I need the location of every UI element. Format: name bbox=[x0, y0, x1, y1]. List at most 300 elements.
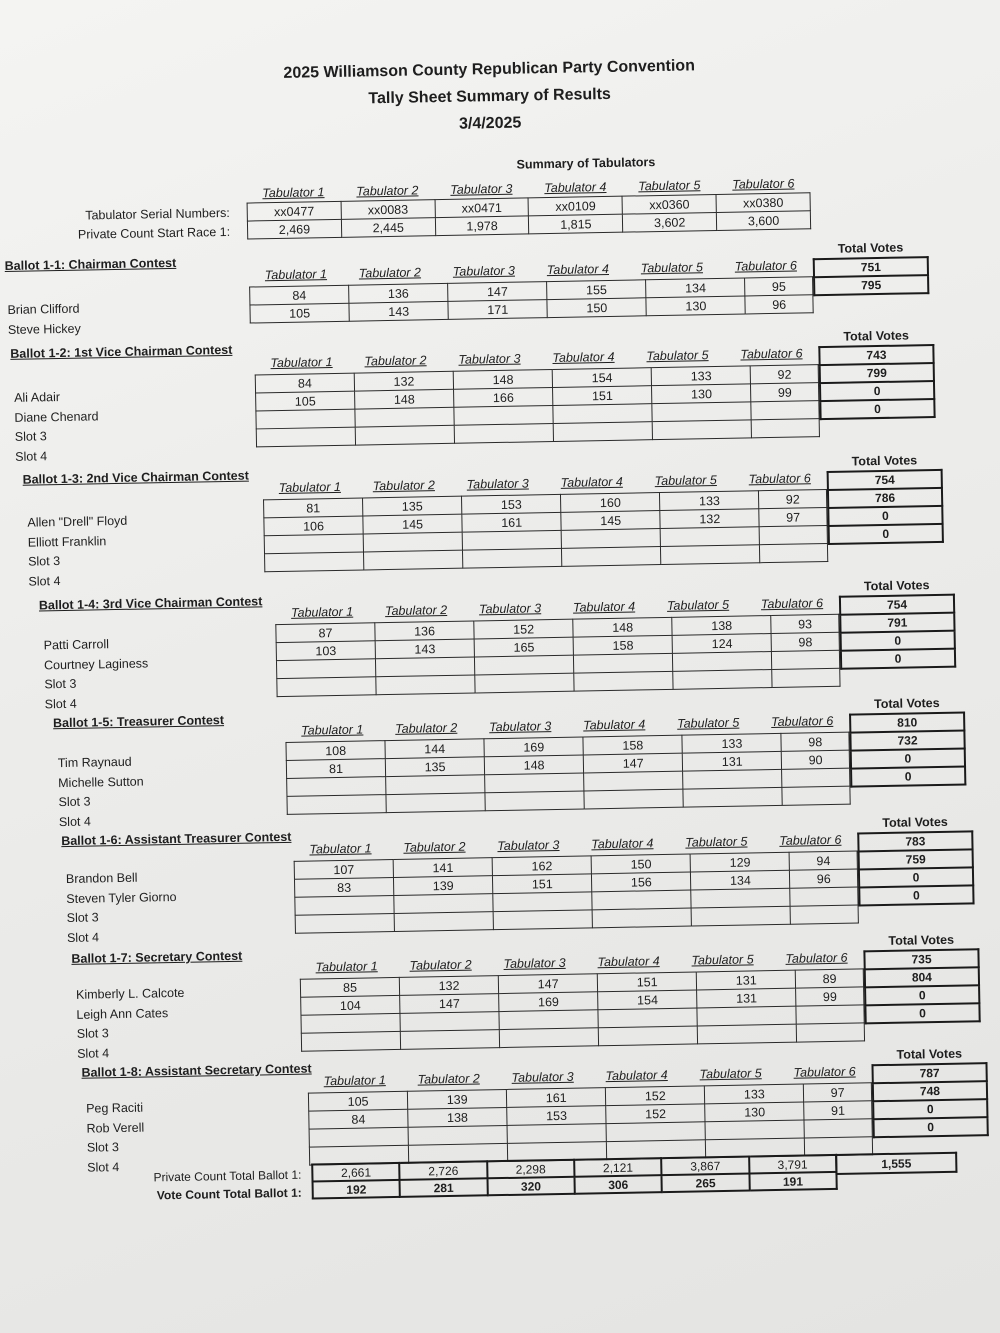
vote-cell bbox=[796, 1005, 864, 1024]
vote-cell: 136 bbox=[349, 283, 448, 303]
tabulator-header: Tabulator 4 bbox=[546, 261, 610, 278]
vote-cell bbox=[277, 677, 376, 697]
total-votes-header: Total Votes bbox=[888, 932, 955, 948]
vote-cell bbox=[265, 552, 364, 572]
vote-cell bbox=[759, 525, 827, 544]
total-votes-row bbox=[873, 1117, 987, 1137]
serial-cell: xx0109 bbox=[529, 196, 623, 216]
total-votes-row bbox=[865, 1003, 979, 1023]
total-votes-row bbox=[851, 748, 965, 768]
candidate-name: Slot 3 bbox=[44, 676, 77, 692]
grand-total-table bbox=[835, 1152, 957, 1175]
vote-cell: 95 bbox=[745, 277, 813, 296]
vote-cell bbox=[287, 795, 386, 815]
tabulator-header: Tabulator 4 bbox=[597, 954, 660, 970]
total-votes-row bbox=[859, 849, 973, 869]
candidate-name: Steve Hickey bbox=[7, 321, 81, 337]
candidate-name: Tim Raynaud bbox=[57, 754, 132, 771]
vote-cell: 169 bbox=[484, 737, 583, 757]
total-votes-row bbox=[859, 885, 973, 905]
tabulator-header: Tabulator 3 bbox=[503, 955, 566, 971]
vote-cell bbox=[772, 650, 840, 669]
vote-cell: 145 bbox=[363, 514, 462, 534]
vote-cell bbox=[697, 1006, 796, 1026]
vote-cell bbox=[592, 908, 691, 928]
vote-cell bbox=[256, 427, 355, 447]
total-votes-header: Total Votes bbox=[863, 578, 930, 594]
vote-cell: 171 bbox=[448, 300, 547, 320]
tabulator-header: Tabulator 2 bbox=[356, 183, 419, 199]
candidate-name: Slot 4 bbox=[77, 1045, 110, 1061]
tabulator-header: Tabulator 1 bbox=[315, 959, 378, 975]
vote-cell bbox=[592, 890, 691, 910]
vote-cell: 161 bbox=[462, 512, 561, 532]
vote-cell: 84 bbox=[309, 1109, 408, 1129]
tabulator-header: Tabulator 5 bbox=[654, 472, 717, 489]
tabulator-header: Tabulator 1 bbox=[270, 355, 333, 371]
vote-cell: 107 bbox=[294, 859, 393, 879]
vote-cell: 156 bbox=[592, 872, 691, 892]
vote-cell bbox=[660, 527, 759, 547]
total-votes-row bbox=[828, 488, 942, 508]
vote-cell bbox=[376, 675, 475, 695]
contest-title: Ballot 1-1: Chairman Contest bbox=[4, 255, 177, 274]
summary-table bbox=[247, 192, 812, 239]
contest-table bbox=[255, 364, 820, 447]
vote-cell: 136 bbox=[375, 621, 474, 641]
total-votes-cell: 795 bbox=[814, 275, 928, 295]
vote-cell bbox=[355, 425, 454, 445]
vote-cell bbox=[606, 1122, 705, 1142]
total-votes-row bbox=[820, 363, 934, 383]
vote-cell: 133 bbox=[682, 733, 781, 753]
vote-cell bbox=[364, 550, 463, 570]
tabulator-header: Tabulator 2 bbox=[384, 602, 448, 619]
total-votes-cell: 759 bbox=[859, 849, 973, 869]
vote-cell bbox=[493, 910, 592, 930]
tabulator-header: Tabulator 2 bbox=[403, 839, 466, 855]
vote-cell bbox=[772, 668, 840, 687]
total-votes-row bbox=[872, 1063, 986, 1083]
vote-cell: 166 bbox=[454, 387, 553, 407]
vote-cell: 133 bbox=[705, 1084, 804, 1104]
vote-cell: 148 bbox=[453, 369, 552, 389]
contest-table bbox=[308, 1082, 873, 1165]
tabulator-header: Tabulator 5 bbox=[640, 260, 704, 276]
vote-cell bbox=[376, 657, 475, 677]
contest-title: Ballot 1-2: 1st Vice Chairman Contest bbox=[10, 342, 233, 361]
tabulator-header: Tabulator 6 bbox=[771, 713, 834, 730]
private-count-cell: 3,600 bbox=[716, 211, 810, 231]
vote-cell bbox=[394, 894, 493, 914]
vote-cell bbox=[683, 787, 782, 807]
vote-cell: 124 bbox=[672, 634, 771, 654]
total-votes-cell: 754 bbox=[828, 470, 942, 490]
vote-cell bbox=[598, 1026, 697, 1046]
vote-cell bbox=[475, 673, 574, 693]
vote-cell: 158 bbox=[573, 635, 672, 655]
vote-cell: 133 bbox=[651, 366, 750, 386]
total-votes-cell: 0 bbox=[873, 1117, 987, 1137]
private-count-start-label: Private Count Start Race 1: bbox=[77, 224, 231, 242]
vote-cell: 99 bbox=[796, 987, 864, 1006]
vote-total-cell: 306 bbox=[574, 1175, 662, 1194]
total-votes-row bbox=[850, 713, 964, 733]
total-votes-header: Total Votes bbox=[873, 695, 940, 712]
tabulator-header: Tabulator 4 bbox=[544, 179, 607, 196]
tabulator-header: Tabulator 4 bbox=[560, 474, 623, 490]
total-votes-row bbox=[858, 831, 972, 851]
vote-cell: 89 bbox=[796, 969, 864, 988]
serial-cell: xx0477 bbox=[247, 201, 341, 221]
vote-cell: 84 bbox=[255, 373, 354, 393]
candidate-name: Brandon Bell bbox=[65, 870, 138, 886]
total-votes-cell: 0 bbox=[829, 524, 943, 544]
total-votes-table bbox=[827, 469, 944, 545]
total-votes-cell: 791 bbox=[840, 613, 954, 633]
vote-cell bbox=[462, 530, 561, 550]
vote-cell: 108 bbox=[286, 741, 385, 761]
total-votes-cell: 743 bbox=[819, 345, 933, 365]
tabulator-header: Tabulator 6 bbox=[732, 176, 795, 192]
vote-cell: 106 bbox=[264, 516, 363, 536]
total-votes-cell: 0 bbox=[851, 766, 965, 786]
total-votes-row bbox=[841, 631, 955, 651]
total-votes-cell: 0 bbox=[859, 885, 973, 905]
tabulator-header: Tabulator 4 bbox=[552, 349, 615, 365]
candidate-name: Allen "Drell" Floyd bbox=[27, 513, 128, 530]
total-votes-row bbox=[850, 731, 964, 751]
private-total-cell: 2,121 bbox=[574, 1158, 662, 1177]
vote-cell: 151 bbox=[493, 874, 592, 894]
private-total-cell: 3,867 bbox=[661, 1157, 749, 1176]
vote-cell: 151 bbox=[553, 386, 652, 406]
tabulator-header: Tabulator 2 bbox=[358, 265, 422, 281]
vote-cell: 105 bbox=[308, 1091, 407, 1111]
candidate-name: Slot 4 bbox=[44, 696, 77, 711]
vote-cell bbox=[683, 769, 782, 789]
tabulator-header: Tabulator 2 bbox=[409, 957, 472, 973]
serial-numbers-label: Tabulator Serial Numbers: bbox=[85, 205, 230, 223]
candidate-name: Peg Raciti bbox=[86, 1100, 144, 1116]
vote-cell bbox=[264, 534, 363, 554]
vote-cell bbox=[493, 892, 592, 912]
private-count-cell: 2,445 bbox=[341, 218, 435, 238]
tabulator-header: Tabulator 1 bbox=[262, 185, 325, 201]
vote-cell: 158 bbox=[583, 735, 682, 755]
total-votes-row bbox=[819, 345, 933, 365]
candidate-name: Slot 3 bbox=[76, 1026, 109, 1041]
total-votes-header: Total Votes bbox=[851, 453, 918, 469]
vote-cell: 103 bbox=[276, 641, 375, 661]
total-votes-cell: 754 bbox=[840, 595, 954, 615]
tabulator-header: Tabulator 3 bbox=[458, 351, 521, 367]
vote-cell: 154 bbox=[552, 368, 651, 388]
tabulator-header: Tabulator 3 bbox=[478, 601, 542, 617]
contest-table bbox=[294, 850, 859, 933]
vote-cell: 96 bbox=[790, 869, 858, 888]
tabulator-header: Tabulator 3 bbox=[497, 837, 560, 854]
total-votes-cell: 0 bbox=[820, 381, 934, 401]
candidate-name: Elliott Franklin bbox=[27, 533, 107, 550]
contest-title: Ballot 1-6: Assistant Treasurer Contest bbox=[61, 829, 292, 849]
vote-cell bbox=[499, 1028, 598, 1048]
vote-cell bbox=[652, 420, 751, 440]
tabulator-header: Tabulator 2 bbox=[364, 353, 427, 369]
document-date: 3/4/2025 bbox=[458, 114, 522, 133]
vote-cell: 138 bbox=[408, 1107, 507, 1127]
vote-total-cell: 191 bbox=[749, 1172, 837, 1191]
vote-cell: 152 bbox=[474, 619, 573, 639]
vote-cell: 143 bbox=[349, 301, 448, 321]
tabulator-header: Tabulator 3 bbox=[511, 1069, 574, 1085]
total-votes-header: Total Votes bbox=[896, 1046, 963, 1062]
candidate-name: Rob Verell bbox=[86, 1120, 145, 1136]
vote-cell bbox=[691, 906, 790, 926]
vote-cell bbox=[752, 419, 820, 438]
vote-total-cell: 281 bbox=[400, 1178, 488, 1197]
candidate-name: Michelle Sutton bbox=[58, 774, 144, 790]
private-count-cell: 1,815 bbox=[529, 214, 623, 234]
total-votes-row bbox=[865, 967, 979, 987]
vote-cell bbox=[485, 791, 584, 811]
vote-cell: 129 bbox=[690, 852, 789, 872]
vote-cell: 130 bbox=[646, 296, 745, 316]
contest-table bbox=[249, 276, 814, 323]
candidate-name: Slot 4 bbox=[58, 814, 91, 829]
total-votes-row bbox=[828, 506, 942, 526]
total-votes-cell: 799 bbox=[820, 363, 934, 383]
vote-cell bbox=[394, 912, 493, 932]
vote-cell bbox=[295, 895, 394, 915]
tabulator-header: Tabulator 1 bbox=[290, 604, 354, 620]
vote-cell: 98 bbox=[781, 732, 849, 751]
private-total-cell: 2,298 bbox=[487, 1160, 575, 1179]
candidate-name: Ali Adair bbox=[13, 390, 61, 405]
vote-cell bbox=[561, 529, 660, 549]
total-votes-table bbox=[839, 594, 956, 670]
document-title: 2025 Williamson County Republican Party Convention bbox=[283, 57, 696, 82]
vote-cell bbox=[584, 771, 683, 791]
vote-cell: 165 bbox=[474, 637, 573, 657]
vote-cell: 141 bbox=[393, 858, 492, 878]
candidate-name: Patti Carroll bbox=[43, 637, 110, 653]
private-total-cell: 3,791 bbox=[749, 1155, 837, 1174]
tabulator-header: Tabulator 2 bbox=[372, 478, 435, 494]
summary-title: Summary of Tabulators bbox=[516, 155, 656, 172]
vote-cell bbox=[661, 545, 760, 565]
tabulator-header: Tabulator 4 bbox=[605, 1067, 668, 1084]
contest-table bbox=[263, 489, 828, 572]
total-votes-row bbox=[864, 949, 978, 969]
vote-cell: 135 bbox=[363, 496, 462, 516]
vote-cell: 105 bbox=[250, 303, 349, 323]
total-votes-cell: 0 bbox=[828, 506, 942, 526]
candidate-name: Slot 3 bbox=[86, 1140, 119, 1155]
vote-cell: 131 bbox=[683, 751, 782, 771]
vote-cell bbox=[782, 768, 850, 787]
tabulator-header: Tabulator 1 bbox=[323, 1073, 386, 1089]
vote-cell: 143 bbox=[375, 639, 474, 659]
contest-table bbox=[285, 732, 850, 815]
tabulator-header: Tabulator 1 bbox=[264, 267, 328, 283]
candidate-name: Leigh Ann Cates bbox=[76, 1005, 169, 1022]
total-votes-header: Total Votes bbox=[882, 814, 948, 831]
candidate-name: Slot 3 bbox=[27, 554, 61, 569]
vote-total-cell: 320 bbox=[487, 1177, 575, 1196]
vote-cell bbox=[760, 543, 828, 562]
vote-cell bbox=[790, 905, 858, 924]
tabulator-header: Tabulator 6 bbox=[785, 950, 848, 966]
vote-cell bbox=[673, 652, 772, 672]
vote-cell bbox=[782, 786, 850, 805]
tabulator-header: Tabulator 1 bbox=[309, 841, 372, 857]
vote-cell: 153 bbox=[507, 1106, 606, 1126]
tabulator-header: Tabulator 3 bbox=[452, 263, 516, 279]
tabulator-header: Tabulator 5 bbox=[638, 178, 701, 194]
total-votes-cell: 783 bbox=[858, 831, 972, 851]
vote-cell bbox=[691, 888, 790, 908]
vote-cell: 131 bbox=[697, 988, 796, 1008]
vote-cell: 96 bbox=[745, 295, 813, 314]
vote-cell: 104 bbox=[301, 995, 400, 1015]
tabulator-header: Tabulator 5 bbox=[685, 834, 748, 850]
vote-cell bbox=[400, 1012, 499, 1032]
total-votes-row bbox=[820, 399, 934, 419]
vote-cell: 145 bbox=[561, 511, 660, 531]
vote-cell bbox=[553, 422, 652, 442]
tabulator-header: Tabulator 6 bbox=[740, 346, 803, 362]
vote-cell: 162 bbox=[492, 856, 591, 876]
serial-cell: xx0360 bbox=[622, 194, 716, 214]
vote-cell: 85 bbox=[300, 977, 399, 997]
tabulator-header: Tabulator 2 bbox=[417, 1071, 480, 1087]
private-total-cell: 2,726 bbox=[400, 1161, 488, 1180]
vote-cell: 94 bbox=[789, 851, 857, 870]
vote-cell bbox=[287, 777, 386, 797]
total-votes-cell: 0 bbox=[859, 867, 973, 887]
vote-cell: 134 bbox=[646, 278, 745, 298]
vote-cell: 169 bbox=[499, 992, 598, 1012]
vote-cell bbox=[652, 402, 751, 422]
candidate-name: Slot 4 bbox=[66, 929, 100, 945]
candidate-name: Brian Clifford bbox=[7, 301, 80, 317]
contest-title: Ballot 1-7: Secretary Contest bbox=[71, 948, 243, 966]
total-votes-cell: 0 bbox=[865, 985, 979, 1005]
vote-cell bbox=[797, 1023, 865, 1042]
grand-total-value: 1,555 bbox=[836, 1153, 956, 1174]
vote-cell: 154 bbox=[598, 990, 697, 1010]
contest-title: Ballot 1-5: Treasurer Contest bbox=[52, 713, 225, 731]
total-votes-cell: 0 bbox=[841, 631, 955, 651]
vote-cell bbox=[309, 1127, 408, 1147]
vote-cell bbox=[386, 775, 485, 795]
private-count-total-label: Private Count Total Ballot 1: bbox=[153, 1167, 302, 1185]
document-header bbox=[0, 47, 990, 146]
vote-cell bbox=[475, 655, 574, 675]
total-votes-row bbox=[873, 1081, 987, 1101]
vote-cell: 132 bbox=[399, 976, 498, 996]
tabulator-header: Tabulator 2 bbox=[395, 720, 458, 736]
tabulator-header: Tabulator 4 bbox=[583, 717, 646, 733]
total-votes-row bbox=[859, 867, 973, 887]
vote-cell: 139 bbox=[394, 876, 493, 896]
vote-cell: 83 bbox=[294, 877, 393, 897]
vote-cell: 150 bbox=[547, 298, 646, 318]
vote-cell bbox=[499, 1010, 598, 1030]
vote-cell: 97 bbox=[759, 507, 827, 526]
candidate-name: Kimberly L. Calcote bbox=[75, 985, 185, 1002]
vote-cell: 93 bbox=[771, 614, 839, 633]
vote-cell: 161 bbox=[507, 1088, 606, 1108]
tabulator-header: Tabulator 4 bbox=[572, 599, 636, 615]
candidate-name: Diane Chenard bbox=[14, 408, 99, 425]
tabulator-header: Tabulator 6 bbox=[793, 1064, 856, 1080]
vote-total-cell: 192 bbox=[313, 1180, 401, 1199]
vote-cell bbox=[804, 1119, 872, 1138]
vote-cell: 98 bbox=[771, 632, 839, 651]
total-votes-table bbox=[813, 256, 930, 296]
contest-title: Ballot 1-3: 2nd Vice Chairman Contest bbox=[22, 468, 249, 487]
vote-cell: 155 bbox=[547, 280, 646, 300]
vote-cell: 150 bbox=[591, 854, 690, 874]
contest-table bbox=[300, 968, 865, 1051]
total-votes-row bbox=[873, 1099, 987, 1119]
total-votes-row bbox=[814, 257, 928, 277]
candidate-name: Slot 3 bbox=[66, 910, 99, 925]
vote-cell bbox=[574, 653, 673, 673]
vote-cell bbox=[301, 1031, 400, 1051]
vote-cell bbox=[574, 671, 673, 691]
total-votes-cell: 786 bbox=[828, 488, 942, 508]
vote-cell bbox=[584, 789, 683, 809]
vote-cell bbox=[256, 409, 355, 429]
tabulator-header: Tabulator 5 bbox=[646, 348, 709, 364]
tabulator-header: Tabulator 5 bbox=[699, 1066, 762, 1082]
vote-cell bbox=[454, 423, 553, 443]
vote-cell: 132 bbox=[660, 509, 759, 529]
vote-cell: 81 bbox=[264, 498, 363, 518]
total-votes-table bbox=[863, 948, 980, 1024]
tabulator-header: Tabulator 1 bbox=[301, 722, 364, 738]
vote-cell bbox=[751, 401, 819, 420]
total-votes-table bbox=[871, 1062, 988, 1138]
total-votes-cell: 751 bbox=[814, 257, 928, 277]
total-votes-header: Total Votes bbox=[843, 328, 909, 344]
vote-cell bbox=[400, 1030, 499, 1050]
vote-cell: 92 bbox=[751, 365, 819, 384]
vote-cell: 144 bbox=[385, 739, 484, 759]
serial-cell: xx0471 bbox=[435, 198, 529, 218]
vote-cell: 160 bbox=[561, 493, 660, 513]
tabulator-header: Tabulator 6 bbox=[779, 832, 842, 848]
total-votes-cell: 0 bbox=[841, 649, 955, 669]
tabulator-header: Tabulator 5 bbox=[666, 597, 730, 613]
vote-cell: 91 bbox=[804, 1101, 872, 1120]
private-total-cell: 2,661 bbox=[312, 1163, 400, 1182]
tabulator-header: Tabulator 5 bbox=[691, 952, 754, 968]
vote-cell: 105 bbox=[256, 391, 355, 411]
vote-cell bbox=[553, 404, 652, 424]
total-votes-row bbox=[840, 595, 954, 615]
vote-cell bbox=[355, 407, 454, 427]
vote-cell bbox=[790, 887, 858, 906]
vote-cell: 153 bbox=[462, 494, 561, 514]
vote-cell: 148 bbox=[573, 617, 672, 637]
vote-cell: 134 bbox=[691, 870, 790, 890]
candidate-name: Steven Tyler Giorno bbox=[66, 889, 177, 906]
candidate-name: Slot 4 bbox=[87, 1159, 120, 1175]
